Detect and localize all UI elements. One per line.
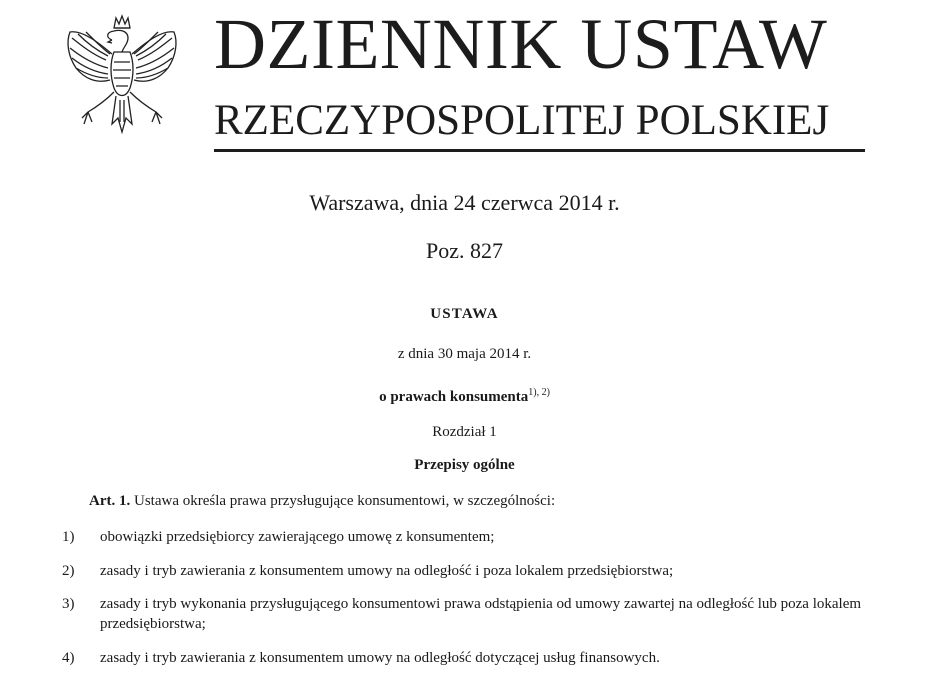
act-type: USTAWA [430,306,499,322]
list-item: zasady i tryb wykonania przysługującego konsumentowi prawa odstąpienia od umowy zawartej na odległość lub poza lokalem przedsiębiorstwa; [100,596,862,632]
list-item: obowiązki przedsiębiorcy zawierającego umowę z konsumentem; [100,529,495,545]
position-number: Poz. 827 [426,238,503,263]
article-intro-text: Ustawa określa prawa przysługujące konsumentowi, w szczególności: [134,493,556,509]
list-item: zasady i tryb zawierania z konsumentem umowy na odległość i poza lokalem przedsiębiorstwa; [100,563,674,579]
journal-title: DZIENNIK USTAW [214,4,828,84]
act-title-text: o prawach konsumenta [379,389,529,405]
footnote-reference[interactable]: 1), 2) [528,387,550,398]
chapter-title: Przepisy ogólne [414,457,515,473]
act-title [0,382,929,408]
publication-date: Warszawa, dnia 24 czerwca 2014 r. [309,190,620,215]
list-item-number: 1) [62,529,75,545]
list-item-number: 3) [62,596,75,612]
polish-eagle-emblem-icon [62,12,182,148]
list-item-number: 4) [62,650,75,666]
act-date: z dnia 30 maja 2014 r. [397,346,532,362]
header-divider [214,149,865,152]
list-item: zasady i tryb zawierania z konsumentem umowy na odległość dotyczącej usług finansowych. [100,650,660,666]
journal-subtitle: RZECZYPOSPOLITEJ POLSKIEJ [214,97,830,144]
list-item-number: 2) [62,563,75,579]
chapter-number: Rozdział 1 [432,424,497,440]
article-intro [89,491,555,511]
article-label: Art. 1. [89,493,131,509]
